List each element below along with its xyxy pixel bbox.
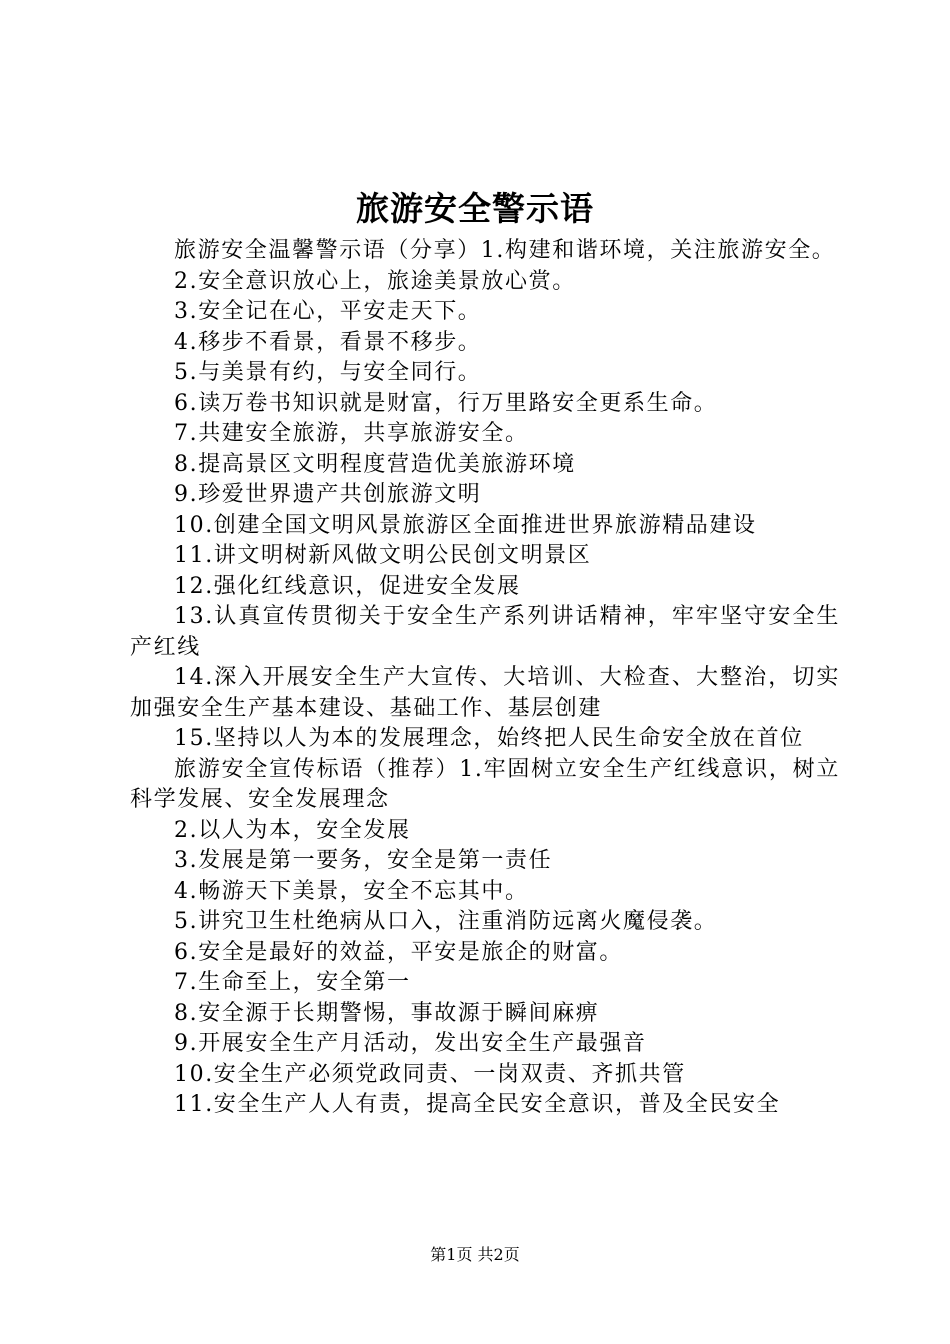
paragraph: 10.创建全国文明风景旅游区全面推进世界旅游精品建设 — [174, 512, 757, 538]
paragraph: 4.移步不看景，看景不移步。 — [174, 329, 482, 355]
paragraph: 8.提高景区文明程度营造优美旅游环境 — [174, 451, 576, 477]
paragraph: 5.与美景有约，与安全同行。 — [174, 360, 482, 385]
document-body — [130, 236, 840, 1121]
page-number-footer: 第1页 共2页 — [430, 1245, 520, 1264]
paragraph: 3.安全记在心，平安走天下。 — [174, 299, 482, 324]
paragraph: 2.安全意识放心上，旅途美景放心赏。 — [174, 268, 576, 294]
paragraph: 4.畅游天下美景，安全不忘其中。 — [174, 878, 529, 904]
paragraph: 6.读万卷书知识就是财富，行万里路安全更系生命。 — [174, 390, 718, 416]
paragraph: 5.讲究卫生杜绝病从口入，注重消防远离火魔侵袭。 — [174, 909, 718, 934]
paragraph: 11.讲文明树新风做文明公民创文明景区 — [174, 543, 592, 568]
paragraph: 7.共建安全旅游，共享旅游安全。 — [174, 421, 529, 446]
paragraph: 8.安全源于长期警惕，事故源于瞬间麻痹 — [174, 1000, 600, 1026]
paragraph: 2.以人为本，安全发展 — [174, 817, 411, 843]
paragraph: 11.安全生产人人有责，提高全民安全意识，普及全民安全 — [174, 1092, 781, 1117]
paragraph: 7.生命至上，安全第一 — [174, 970, 411, 995]
paragraph: 14.深入开展安全生产大宣传、大培训、大检查、大整治，切实加强安全生产基本建设、基础工作、基层创建 — [130, 665, 840, 721]
paragraph: 12.强化红线意识，促进安全发展 — [174, 573, 521, 599]
paragraph: 9.开展安全生产月活动，发出安全生产最强音 — [174, 1031, 647, 1056]
paragraph: 6.安全是最好的效益，平安是旅企的财富。 — [174, 939, 623, 965]
document-title: 旅游安全警示语 — [356, 189, 594, 228]
paragraph: 旅游安全温馨警示语（分享）1.构建和谐环境，关注旅游安全。 — [174, 238, 836, 263]
paragraph: 13.认真宣传贯彻关于安全生产系列讲话精神，牢牢坚守安全生产红线 — [130, 604, 840, 660]
paragraph: 15.坚持以人为本的发展理念，始终把人民生命安全放在首位 — [174, 726, 804, 751]
paragraph: 3.发展是第一要务，安全是第一责任 — [174, 848, 553, 873]
paragraph: 旅游安全宣传标语（推荐）1.牢固树立安全生产红线意识，树立科学发展、安全发展理念 — [130, 756, 840, 812]
paragraph: 10.安全生产必须党政同责、一岗双责、齐抓共管 — [174, 1061, 686, 1087]
paragraph: 9.珍爱世界遗产共创旅游文明 — [174, 482, 482, 507]
